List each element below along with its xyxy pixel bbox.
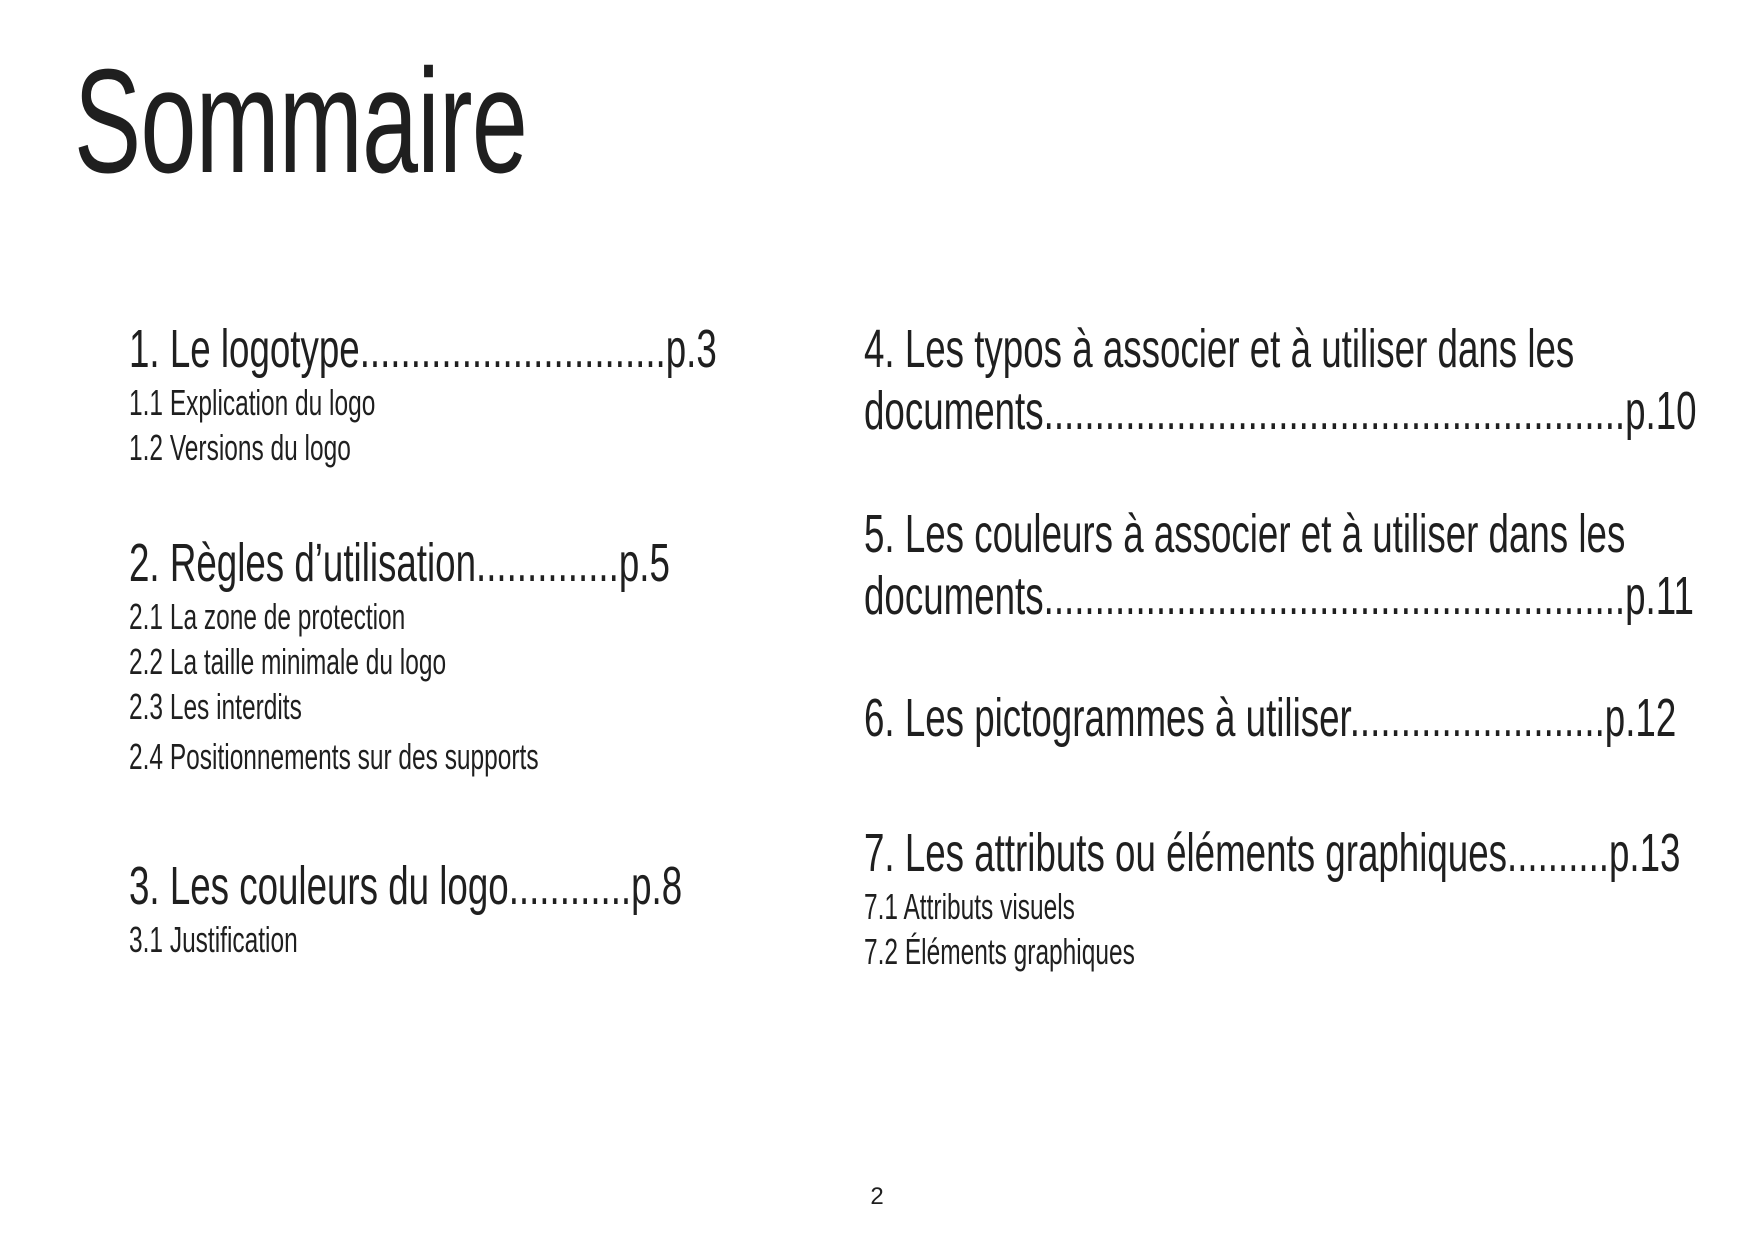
toc-subentry-1-2: 1.2 Versions du logo [129, 427, 351, 468]
toc-subentry-7-1: 7.1 Attributs visuels [864, 886, 1075, 927]
toc-entry-6-title: 6. Les pictogrammes à utiliser.........................p.12 [864, 688, 1677, 748]
toc-subentry-2-1: 2.1 La zone de protection [129, 596, 406, 637]
toc-entry-7 [864, 822, 1754, 974]
toc-entry-5-title: 5. Les couleurs à associer et à utiliser dans les [864, 504, 1626, 564]
toc-entry-1-title: 1. Le logotype..............................p.3 [129, 319, 717, 379]
toc-subentry-2-3: 2.3 Les interdits [129, 686, 302, 727]
toc-subentry-3-1: 3.1 Justification [129, 919, 298, 960]
toc-entry-6 [864, 687, 1754, 749]
toc-subentry-2-2: 2.2 La taille minimale du logo [129, 641, 447, 682]
toc-entry-4-title: 4. Les typos à associer et à utiliser dans les [864, 319, 1575, 379]
toc-entry-2 [129, 532, 924, 779]
toc-entry-4 [864, 318, 1754, 442]
toc-entry-5-title-cont: documents.........................................................p.11 [864, 566, 1694, 626]
page-number: 2 [870, 1183, 884, 1210]
toc-subentry-7-2: 7.2 Éléments graphiques [864, 931, 1135, 972]
toc-entry-3 [129, 855, 942, 962]
toc-entry-2-title: 2. Règles d’utilisation..............p.5 [129, 533, 670, 593]
toc-subentry-2-4: 2.4 Positionnements sur des supports [129, 736, 539, 777]
toc-entry-4-title-cont: documents.........................................................p.10 [864, 381, 1697, 441]
page-title: Sommaire [74, 39, 528, 204]
toc-entry-7-title: 7. Les attributs ou éléments graphiques..........p.13 [864, 823, 1681, 883]
toc-subentry-1-1: 1.1 Explication du logo [129, 382, 376, 423]
toc-entry-3-title: 3. Les couleurs du logo............p.8 [129, 856, 683, 916]
toc-entry-5 [864, 503, 1754, 627]
